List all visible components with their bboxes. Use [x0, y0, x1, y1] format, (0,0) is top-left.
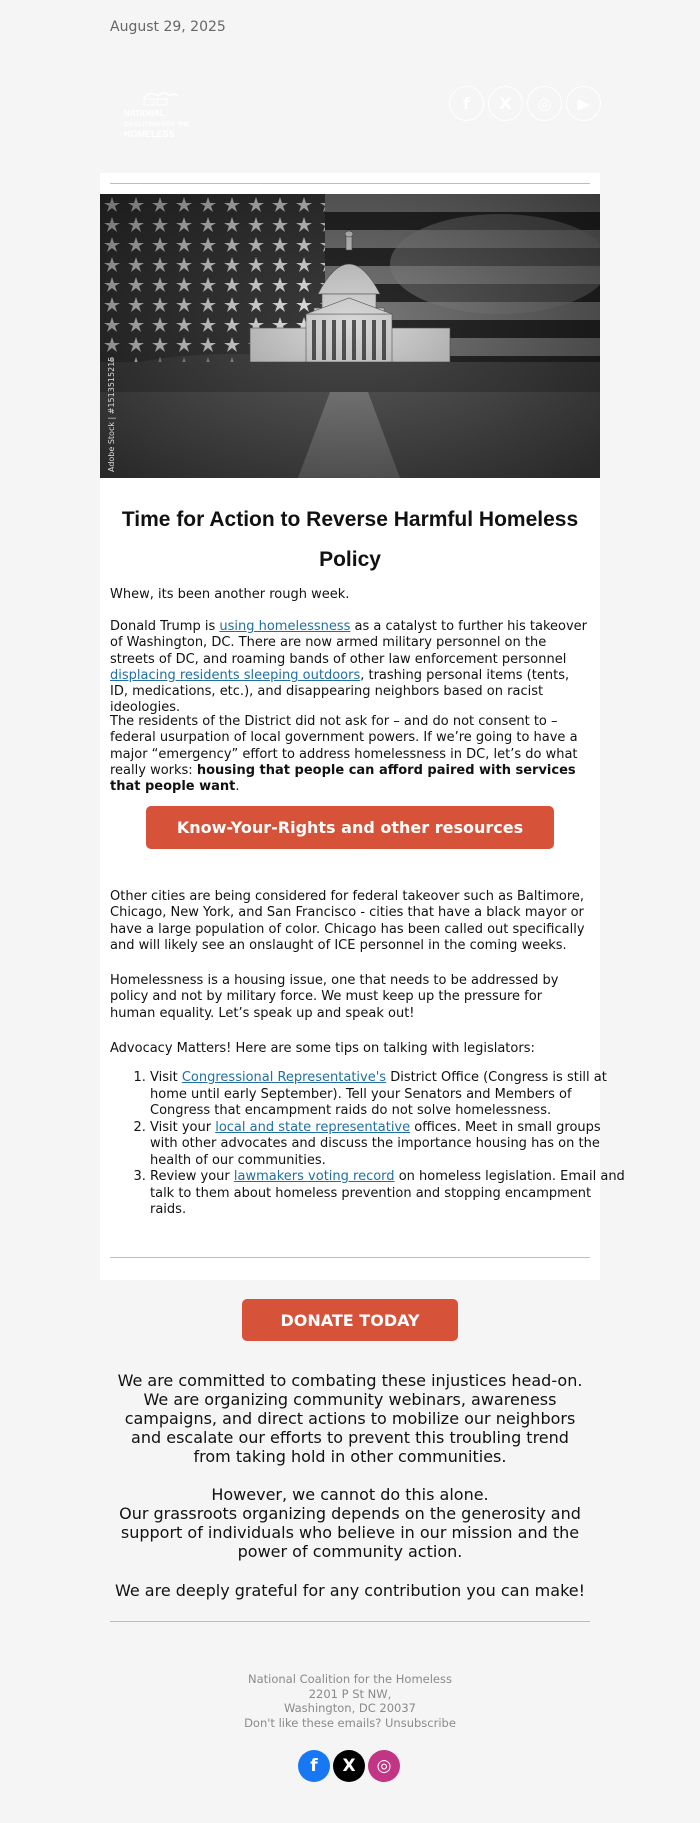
footer-unsubscribe-line [110, 1716, 590, 1731]
link-lawmakers-voting-record[interactable]: lawmakers voting record [233, 1169, 395, 1184]
email-date: August 29, 2025 [110, 19, 226, 35]
however-text: However, we cannot do this alone. [211, 1485, 489, 1504]
paragraph-advocacy: Advocacy Matters! Here are some tips on talking with legislators: [110, 1041, 535, 1056]
emphasis-text: housing that people can afford paired with services that people want [110, 762, 576, 795]
svg-text:COALITION FOR THE: COALITION FOR THE [124, 121, 191, 128]
link-displacing-residents[interactable]: displacing residents sleeping outdoors [110, 667, 361, 683]
x-twitter-icon[interactable]: X [333, 1750, 365, 1782]
link-using-homelessness[interactable]: using homelessness [219, 619, 351, 634]
divider [110, 183, 590, 184]
x-twitter-icon[interactable]: X [488, 86, 523, 121]
text: Visit [150, 1070, 182, 1085]
list-item [150, 1120, 630, 1170]
social-links-bottom [298, 1750, 400, 1782]
footer-address-city: Washington, DC 20037 [283, 1701, 416, 1715]
instagram-icon[interactable]: ◎ [527, 86, 562, 121]
divider [110, 1257, 590, 1258]
hero-image [100, 194, 600, 478]
link-local-state-representative[interactable]: local and state representative [215, 1119, 411, 1135]
text: . [235, 779, 240, 795]
footer-address-line: 2201 P St NW, [308, 1686, 392, 1701]
text: offices. Meet in small groups with other advocates and discuss the importance housing has on the health of our communities. [150, 1119, 601, 1168]
footer [110, 1672, 590, 1730]
instagram-icon[interactable]: ◎ [368, 1750, 400, 1782]
list-item [150, 1070, 630, 1120]
paragraph-trump-takeover [110, 619, 590, 717]
paragraph-residents [110, 714, 590, 795]
organization-logo[interactable] [124, 88, 194, 140]
link-congressional-representative[interactable]: Congressional Representative's [181, 1070, 387, 1085]
facebook-icon[interactable]: f [449, 86, 484, 121]
text: , trashing personal items (tents, ID, medications, etc.), and disappearing neighbors based on racist ideologies. [110, 667, 570, 716]
svg-text:HOMELESS: HOMELESS [124, 129, 175, 139]
grateful-text: We are deeply grateful for any contribution you can make! [114, 1581, 586, 1600]
commitment-paragraph: We are committed to combating these injustices head-on. We are organizing community webinars, awareness campaigns, and direct actions to mobilize our neighbors and escalate our efforts to prevent this troubling trend from taking hold in other communities. [117, 1371, 583, 1466]
intro-paragraph: Whew, its been another rough week. [110, 587, 350, 602]
footer-org-name: National Coalition for the Homeless [248, 1672, 452, 1686]
text: Donald Trump is [110, 619, 220, 634]
know-your-rights-button[interactable]: Know-Your-Rights and other resources [146, 806, 554, 849]
svg-text:NATIONAL: NATIONAL [124, 109, 165, 118]
social-links-top [449, 86, 601, 121]
list-item [150, 1169, 630, 1219]
grassroots-paragraph: Our grassroots organizing depends on the generosity and support of individuals who believe in our mission and the power of community action. [119, 1504, 581, 1561]
facebook-icon[interactable]: f [298, 1750, 330, 1782]
svg-text:Adobe Stock | #1513515215: Adobe Stock | #1513515215 [107, 356, 116, 472]
text: as a catalyst to further his takeover of Washington, DC. There are now armed military personnel on the streets of DC, and roaming bands of other law enforcement personnel [110, 619, 588, 667]
donate-button[interactable]: DONATE TODAY [242, 1299, 458, 1341]
paragraph-other-cities: Other cities are being considered for federal takeover such as Baltimore, Chicago, New York, and San Francisco - cities that have a black mayor or have a large population of color. Chicago has been called out specifically and will likely see an onslaught of ICE personnel in the coming weeks. [110, 889, 585, 953]
text: Review your [150, 1169, 234, 1184]
article-title: Time for Action to Reverse Harmful Homeless Policy [121, 508, 579, 571]
paragraph-housing-issue: Homelessness is a housing issue, one that needs to be addressed by policy and not by military force. We must keep up the pressure for human equality. Let’s speak up and speak out! [110, 973, 559, 1021]
text: Visit your [150, 1119, 216, 1135]
tips-list [110, 1070, 630, 1219]
text: The residents of the District did not ask for – and do not consent to – federal usurpation of local government powers. If we’re going to have a major “emergency” effort to address homelessness in DC, let’s do what really works: [110, 714, 578, 778]
youtube-icon[interactable]: ▶ [566, 86, 601, 121]
text: Don't like these emails? [244, 1715, 386, 1730]
divider [110, 1621, 590, 1622]
text: on homeless legislation. Email and talk to them about homeless prevention and stopping encampment raids. [150, 1169, 625, 1217]
unsubscribe-link[interactable]: Unsubscribe [385, 1715, 456, 1730]
text: District Office (Congress is still at home until early September). Tell your Senators and Members of Congress that encampment raids do not solve homelessness. [150, 1070, 607, 1118]
